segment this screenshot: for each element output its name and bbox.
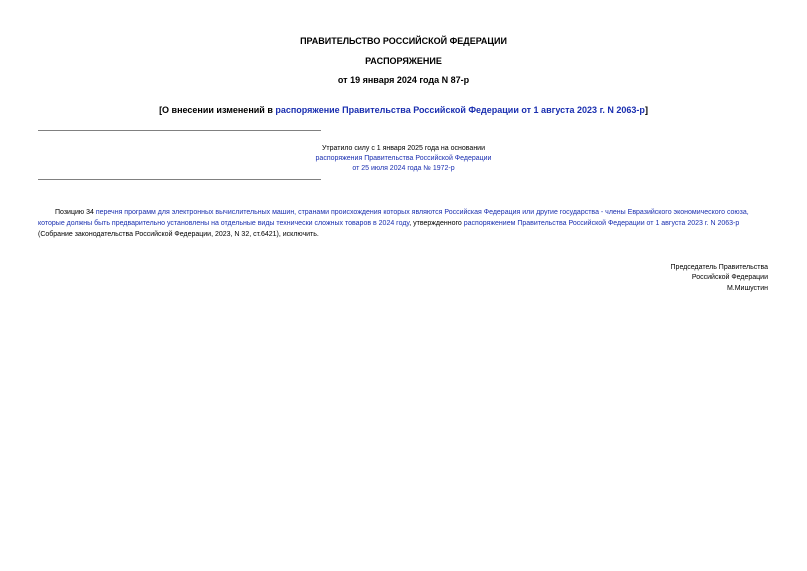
repealing-act-link[interactable]: распоряжения Правительства Российской Федерации (315, 155, 492, 162)
status-note-link-line-2 (0, 163, 807, 174)
document-date-number: от 19 января 2024 года N 87-р (337, 75, 470, 85)
title-amended-act-link[interactable]: распоряжение Правительства Российской Федерации от 1 августа 2023 г. N 2063-р (275, 105, 645, 115)
body-paragraph (38, 207, 770, 240)
divider-top (38, 130, 321, 131)
divider-bottom (38, 179, 321, 180)
status-note-line: Утратило силу с 1 января 2025 года на основании (321, 145, 486, 152)
body-text-part-3: (Собрание законодательства Российской Федерации, 2023, N 32, ст.6421), исключить. (38, 231, 319, 238)
signatory-position-line-2: Российской Федерации (691, 274, 768, 281)
body-text-part-2: , утвержденного (409, 220, 464, 227)
signatory-position: Председатель Правительства (670, 264, 768, 271)
repealing-act-date-link[interactable]: от 25 июля 2024 года № 1972-р (352, 165, 455, 172)
body-text-part-1: Позицию 34 (55, 209, 96, 216)
document-title (0, 105, 807, 116)
order-2063-link[interactable]: распоряжением Правительства Российской Федерации от 1 августа 2023 г. N 2063-р (463, 220, 740, 227)
title-suffix: ] (644, 105, 648, 115)
signatory-name: М.Мишустин (726, 285, 768, 292)
software-list-link[interactable]: перечня программ для электронных вычислительных машин, странами происхождения которых являются Российская Федерация или другие государства - члены Евразийского экономического союза, которые должны быть предварительно установлены на отдельные виды технически сложных товаров в 2024 году (38, 209, 749, 227)
issuer-heading: ПРАВИТЕЛЬСТВО РОССИЙСКОЙ ФЕДЕРАЦИИ (300, 36, 507, 46)
document-type-heading: РАСПОРЯЖЕНИЕ (365, 56, 442, 66)
title-prefix: [О внесении изменений в (159, 105, 276, 115)
